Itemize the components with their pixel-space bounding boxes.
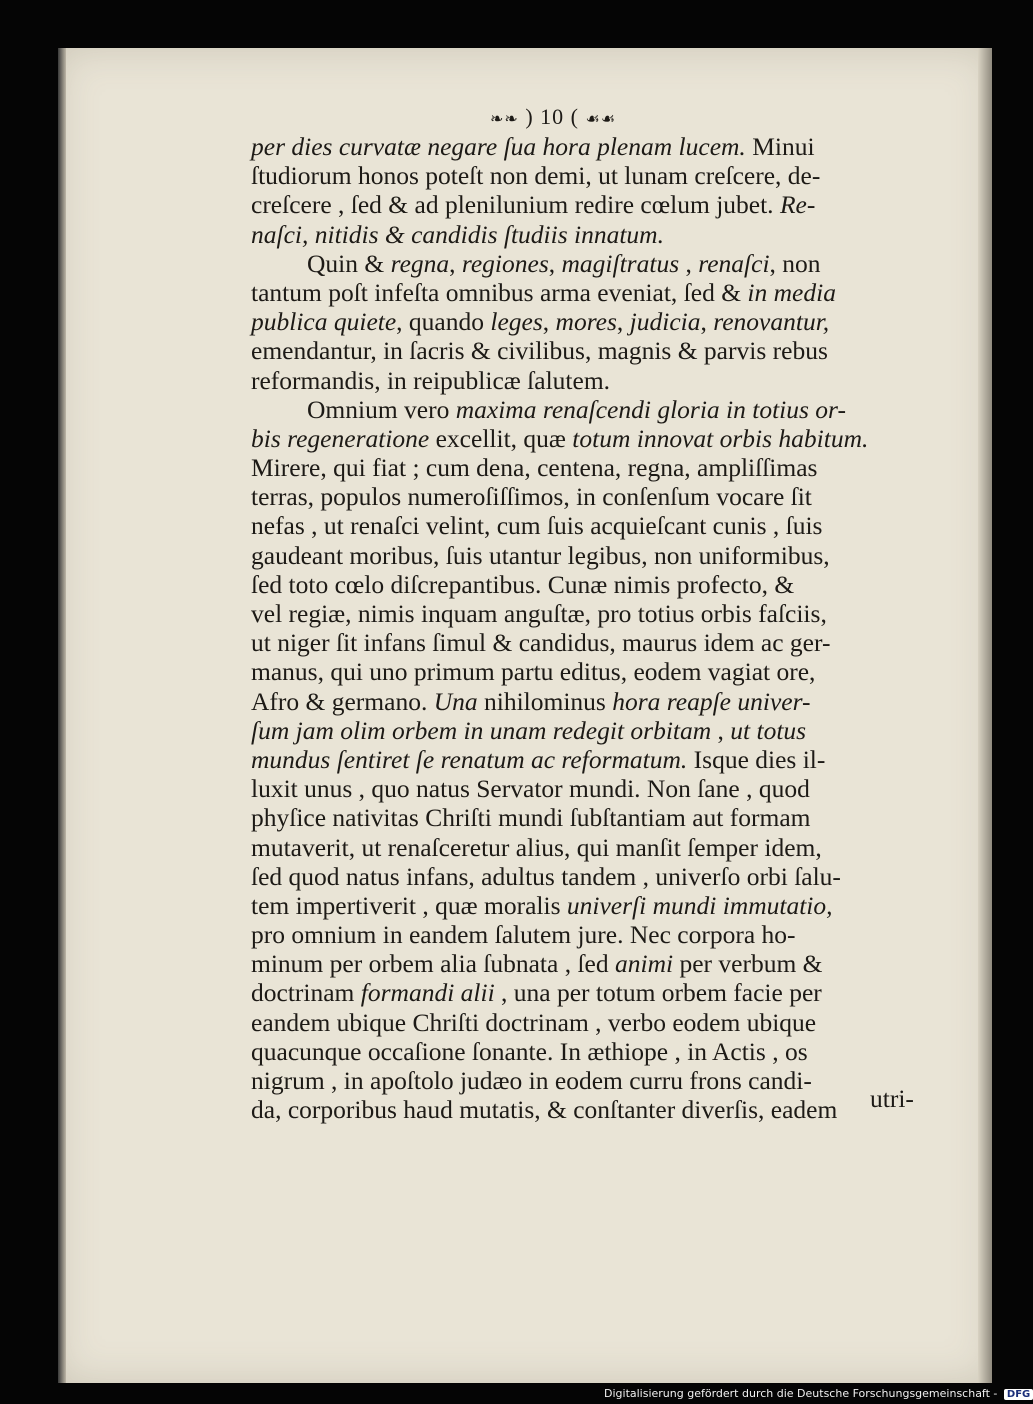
italic-text: formandi alii (360, 978, 495, 1008)
roman-text: pro omnium in eandem ſalutem jure. Nec corpora ho- (251, 920, 796, 950)
digitization-footer (604, 1387, 1033, 1400)
italic-text: univerſi mundi immutatio, (566, 890, 833, 920)
roman-text: , (679, 248, 699, 278)
roman-text: eandem ubique Chriſti doctrinam , verbo eodem ubique (251, 1007, 817, 1037)
footer-text: Digitalisierung gefördert durch die Deutsche Forschungsgemeinschaft - (604, 1387, 998, 1400)
italic-text: renovantur, (713, 307, 830, 337)
italic-text: ut totus (730, 715, 807, 745)
roman-text: gaudeant moribus, ſuis utantur legibus, non uniformibus, (251, 540, 830, 570)
roman-text: phyſice nativitas Chriſti mundi ſubſtantiam aut formam (251, 803, 811, 833)
roman-text: Quin & (307, 248, 391, 278)
roman-text: , (700, 307, 714, 337)
catchword: utri- (870, 1084, 914, 1113)
roman-text: ut niger ſit infans ſimul & candidus, maurus idem ac ger- (251, 628, 831, 658)
roman-text: , quando (396, 307, 491, 337)
roman-text: minum per orbem alia ſubnata , ſed (251, 949, 615, 979)
text-line (251, 1008, 931, 1037)
dfg-logo: DFG (1004, 1389, 1033, 1400)
text-line (251, 949, 931, 978)
italic-text: in media (747, 277, 836, 307)
roman-text: nihilominus (477, 686, 613, 716)
text-line (251, 366, 931, 395)
text-line (251, 541, 931, 570)
roman-text: Afro & germano. (251, 686, 434, 716)
text-line (251, 774, 931, 803)
roman-text: Isque dies il- (687, 744, 826, 774)
page-edge (978, 48, 992, 1383)
roman-text: , (616, 307, 630, 337)
text-line (251, 891, 931, 920)
text-line (251, 161, 931, 190)
text-line (251, 803, 931, 832)
text-line (251, 453, 931, 482)
roman-text: manus, qui uno primum partu editus, eodem vagiat ore, (251, 657, 816, 687)
italic-text: bis regeneratione (251, 423, 430, 453)
roman-text: ſtudiorum honos poteſt non demi, ut lunam creſcere, de- (251, 161, 821, 191)
italic-text: leges (490, 307, 543, 337)
text-line (251, 1066, 931, 1095)
text-line (251, 395, 931, 424)
roman-text: emendantur, in ſacris & civilibus, magnis & parvis rebus (251, 336, 828, 366)
roman-text: Omnium vero (307, 394, 456, 424)
italic-text: regiones (461, 248, 549, 278)
roman-text: per verbum & (673, 949, 823, 979)
text-line (251, 745, 931, 774)
italic-text: mundus ſentiret ſe renatum ac reformatum. (251, 744, 688, 774)
roman-text: , (542, 307, 556, 337)
text-line (251, 249, 931, 278)
roman-text: mutaverit, ut renaſceretur alius, qui manſit ſemper idem, (251, 832, 822, 862)
text-line (251, 570, 931, 599)
text-line (251, 978, 931, 1007)
italic-text: naſci, nitidis & candidis ſtudiis innatum. (251, 219, 664, 249)
italic-text: hora reapſe univer- (612, 686, 811, 716)
body-text (251, 132, 931, 1124)
italic-text: Re- (779, 190, 816, 220)
text-line (251, 628, 931, 657)
text-line (251, 336, 931, 365)
roman-text: ſed quod natus infans, adultus tandem , univerſo orbi ſalu- (251, 861, 841, 891)
text-line (251, 132, 931, 161)
italic-text: Una (433, 686, 478, 716)
roman-text: Mirere, qui fiat ; cum dena, centena, regna, ampliſſimas (251, 453, 818, 483)
text-line (251, 1037, 931, 1066)
page-spine-shadow (58, 48, 66, 1383)
italic-text: publica quiete (251, 307, 397, 337)
roman-text: , (548, 248, 562, 278)
text-line (251, 1095, 931, 1124)
text-line (251, 278, 931, 307)
roman-text: tem impertiverit , quæ moralis (251, 890, 567, 920)
text-line (251, 862, 931, 891)
roman-text: luxit unus , quo natus Servator mundi. Non ſane , quod (251, 774, 810, 804)
roman-text: nigrum , in apoſtolo judæo in eodem curru frons candi- (251, 1066, 812, 1095)
page-number: ) 10 ( (525, 104, 579, 129)
italic-text: maxima renaſcendi gloria in totius or- (455, 394, 846, 424)
italic-text: regna (390, 248, 450, 278)
roman-text: ſed toto cœlo diſcrepantibus. Cunæ nimis profecto, & (251, 569, 795, 599)
text-line (251, 482, 931, 511)
italic-text: per dies curvatæ negare ſua hora plenam lucem. (251, 132, 746, 161)
text-line (251, 424, 931, 453)
text-line (251, 833, 931, 862)
roman-text: creſcere , ſed & ad plenilunium redire cœlum jubet. (251, 190, 780, 220)
italic-text: ſum jam olim orbem in unam redegit orbitam (251, 715, 712, 745)
italic-text: animi (614, 949, 674, 979)
italic-text: mores (555, 307, 617, 337)
roman-text: , (449, 248, 462, 278)
roman-text: terras, populos numeroſiſſimos, in conſenſum vocare ſit (251, 482, 812, 512)
roman-text: Minui (745, 132, 815, 161)
roman-text: , (711, 715, 731, 745)
text-line (251, 716, 931, 745)
text-line (251, 220, 931, 249)
text-line (251, 687, 931, 716)
roman-text: , una per totum orbem facie per (494, 978, 822, 1008)
left-ornament: ❧❧ (490, 111, 519, 128)
roman-text: , non (769, 248, 821, 278)
right-ornament: ☙☙ (585, 111, 617, 128)
roman-text: tantum poſt infeſta omnibus arma eveniat, ſed & (251, 277, 748, 307)
roman-text: nefas , ut renaſci velint, cum ſuis acquieſcant cunis , ſuis (251, 511, 823, 541)
italic-text: judicia (629, 307, 701, 337)
text-line (251, 920, 931, 949)
page-header (490, 104, 690, 132)
italic-text: renaſci (698, 248, 770, 278)
roman-text: vel regiæ, nimis inquam anguſtæ, pro totius orbis faſciis, (251, 599, 827, 628)
text-line (251, 190, 931, 219)
roman-text: doctrinam (251, 978, 361, 1008)
roman-text: quacunque occaſione ſonante. In æthiope , in Actis , os (251, 1036, 808, 1066)
text-line (251, 307, 931, 336)
italic-text: magiſtratus (561, 248, 680, 278)
italic-text: totum innovat orbis habitum. (572, 423, 869, 453)
text-line (251, 657, 931, 686)
text-line (251, 511, 931, 540)
roman-text: reformandis, in reipublicæ ſalutem. (251, 365, 611, 395)
text-line (251, 599, 931, 628)
roman-text: excellit, quæ (429, 423, 573, 453)
roman-text: da, corporibus haud mutatis, & conſtanter diverſis, eadem (251, 1095, 838, 1125)
